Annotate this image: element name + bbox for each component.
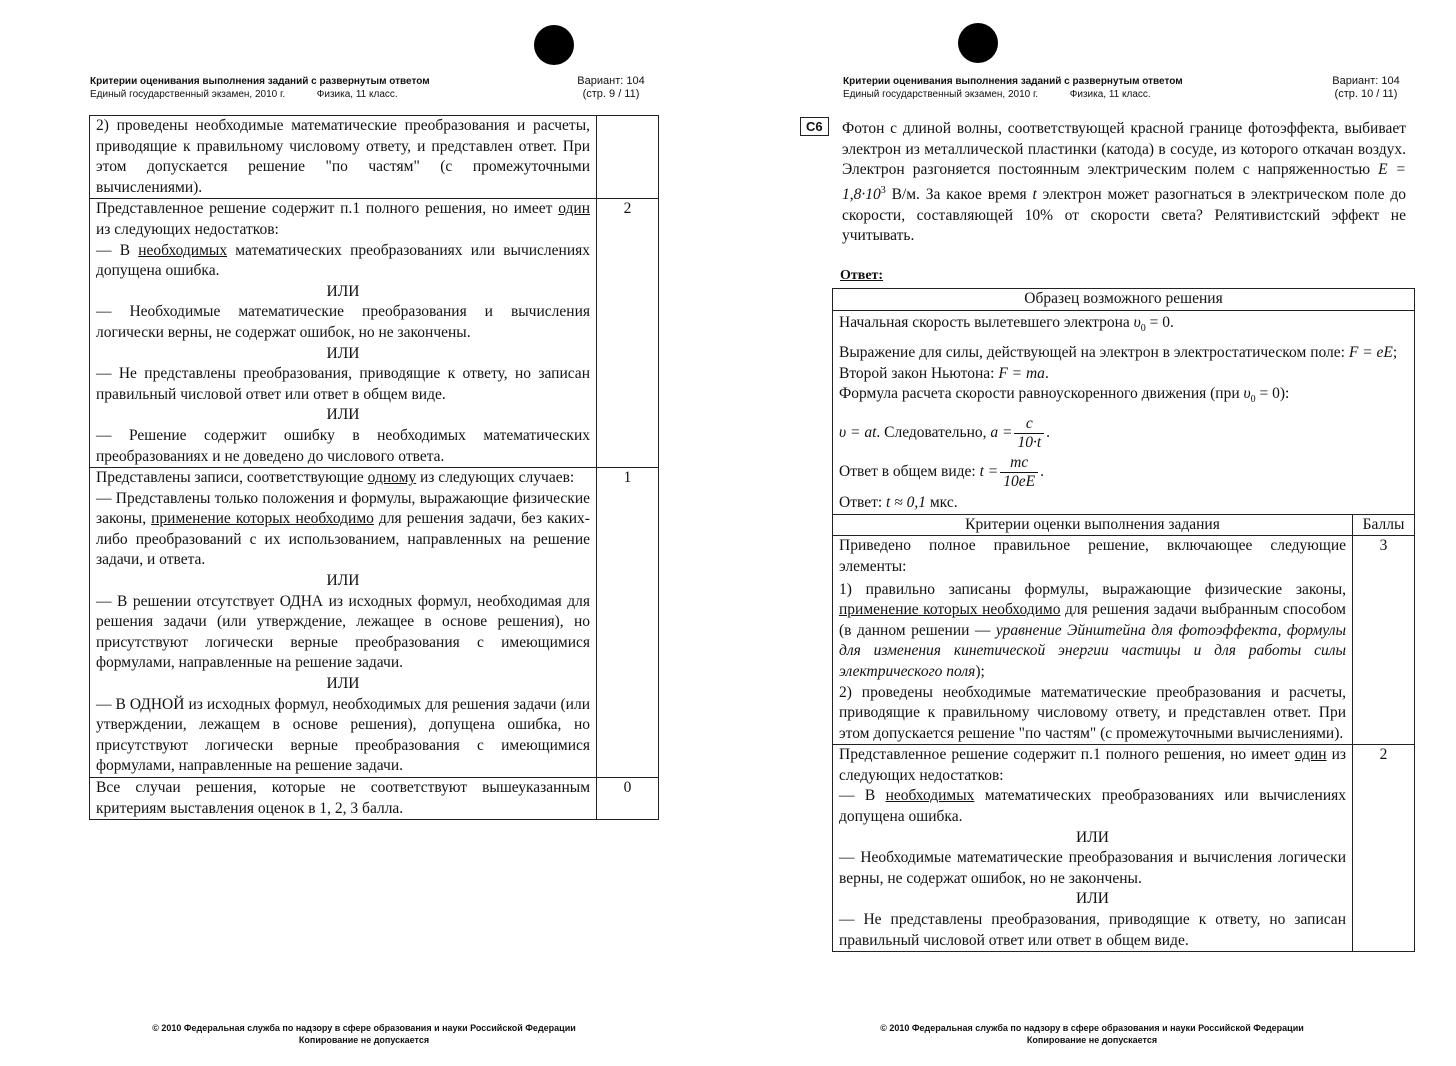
header-exam: Единый государственный экзамен, 2010 г.: [90, 89, 286, 100]
criteria-score: 3: [1353, 536, 1415, 745]
answer-label: Ответ:: [840, 268, 884, 283]
header-title: Критерии оценивания выполнения заданий с развернутым ответом: [843, 76, 1183, 87]
criteria-table: [89, 115, 659, 820]
header-variant-box: [566, 75, 656, 101]
criteria-score: [597, 116, 659, 199]
header-variant: Вариант: 104: [577, 75, 645, 87]
page-header: [843, 75, 1183, 101]
table-row: [90, 116, 659, 199]
right-page: [728, 0, 1456, 1066]
table-row: [833, 310, 1415, 514]
criteria-text: 2) проведены необходимые математические преобразования и расчеты, приводящие к правильному числовому ответу, и представлен ответ. При этом допускается решение "по частям" (с промежуточными вычислениями).: [90, 116, 597, 199]
page-header: [90, 75, 430, 101]
header-page-number: (стр. 10 / 11): [1334, 88, 1398, 100]
criteria-text: Представленное решение содержит п.1 полного решения, но имеет один из следующих недостатков: — В необходимых математических преобразованиях или вычислениях допущена ошибка. ИЛИ — Необходимые математические преобразования и вычисления логически верны, не содержат ошибок, но не закончены. ИЛИ — Не представлены преобразования, приводящие к ответу, но записан правильный числовой ответ или ответ в общем виде.: [833, 745, 1353, 952]
criteria-text: Все случаи решения, которые не соответствуют вышеуказанным критериям выставления оценок в 1, 2, 3 балла.: [90, 778, 597, 820]
solution-heading: Образец возможного решения: [833, 289, 1415, 311]
table-row: [833, 289, 1415, 311]
table-row: [833, 745, 1415, 952]
header-subtitle: [843, 88, 1183, 101]
task-number: С6: [800, 117, 829, 136]
page-punch-dot: [958, 23, 998, 63]
page-footer: © 2010 Федеральная служба по надзору в сфере образования и науки Российской Федерации Копирование не допускается: [880, 1023, 1304, 1045]
task-text: Фотон с длиной волны, соответствующей красной границе фотоэффекта, выбивает электрон из металлической пластинки (катода) в сосуде, из которого откачан воздух. Электрон разгоняется постоянным электрическим полем с напряженностью $E = 1,8\cdot 10^3$ В/м. За какое время t электрон может разогнаться в электрическом поле до скорости, составляющей 10% от скорости света? Релятивистский эффект не учитывать.: [842, 120, 1406, 245]
score-header: Баллы: [1353, 514, 1415, 536]
criteria-score: 2: [597, 199, 659, 468]
header-variant-box: [1316, 75, 1416, 101]
solution-body: Начальная скорость вылетевшего электрона $\upsilon_0 = 0$. Выражение для силы, действующей на электрон в электростатическом поле: F = eE; Второй закон Ньютона: F = ma. Формула расчета скорости равноускоренного движения (при $\upsilon_0 = 0$): υ = at. Следовательно, a = $\frac{c}{10\cdot t}$ . Ответ в общем виде: t = $\frac{mc}{10eE}$ . Ответ: t ≈ 0,1 мкс.: [833, 310, 1415, 514]
header-title: Критерии оценивания выполнения заданий с развернутым ответом: [90, 76, 430, 87]
criteria-text: Приведено полное правильное решение, включающее следующие элементы: 1) правильно записаны формулы, выражающие физические законы, применение которых необходимо для решения задачи выбранным способом (в данном решении — уравнение Эйнштейна для фотоэффекта, формулы для изменения кинетической энергии частицы и для работы силы электрического поля); 2) проведены необходимые математические преобразования и расчеты, приводящие к правильному числовому ответу, и представлен ответ. При этом допускается решение "по частям" (с промежуточными вычислениями).: [833, 536, 1353, 745]
criteria-score: 2: [1353, 745, 1415, 952]
header-subject: Физика, 11 класс.: [316, 89, 398, 100]
table-row: [90, 199, 659, 468]
fraction: $\frac{mc}{10eE}$: [1000, 454, 1038, 491]
header-exam: Единый государственный экзамен, 2010 г.: [843, 89, 1039, 100]
page-punch-dot: [534, 25, 574, 65]
table-row: [90, 778, 659, 820]
header-subtitle: [90, 88, 430, 101]
criteria-score: 1: [597, 468, 659, 778]
table-row: [90, 468, 659, 778]
page-footer: © 2010 Федеральная служба по надзору в сфере образования и науки Российской Федерации Копирование не допускается: [152, 1023, 576, 1045]
criteria-header: Критерии оценки выполнения задания: [833, 514, 1353, 536]
table-row: [833, 514, 1415, 536]
criteria-text: Представленное решение содержит п.1 полного решения, но имеет один из следующих недостатков: — В необходимых математических преобразованиях или вычислениях допущена ошибка. ИЛИ — Необходимые математические преобразования и вычисления логически верны, не содержат ошибок, но не закончены. ИЛИ — Не представлены преобразования, приводящие к ответу, но записан правильный числовой ответ или ответ в общем виде. ИЛИ — Решение содержит ошибку в необходимых математических преобразованиях и не доведено до числового ответа.: [90, 199, 597, 468]
header-subject: Физика, 11 класс.: [1069, 89, 1151, 100]
fraction: $\frac{c}{10\cdot t}$: [1014, 415, 1044, 452]
criteria-text: Представлены записи, соответствующие одному из следующих случаев: — Представлены только положения и формулы, выражающие физические законы, применение которых необходимо для решения задачи, без каких-либо преобразований с их использованием, направленных на решение задачи, и ответа. ИЛИ — В решении отсутствует ОДНА из исходных формул, необходимая для решения задачи (или утверждение, лежащее в основе решения), но присутствуют логически верные преобразования с имеющимися формулами, направленные на решение задачи. ИЛИ — В ОДНОЙ из исходных формул, необходимых для решения задачи (или утверждении, лежащем в основе решения), допущена ошибка, но присутствуют логически верные преобразования с имеющимися формулами, направленные на решение задачи.: [90, 468, 597, 778]
criteria-score: 0: [597, 778, 659, 820]
header-variant: Вариант: 104: [1332, 75, 1400, 87]
table-row: [833, 536, 1415, 745]
header-page-number: (стр. 9 / 11): [582, 88, 640, 100]
solution-table: [832, 288, 1415, 952]
